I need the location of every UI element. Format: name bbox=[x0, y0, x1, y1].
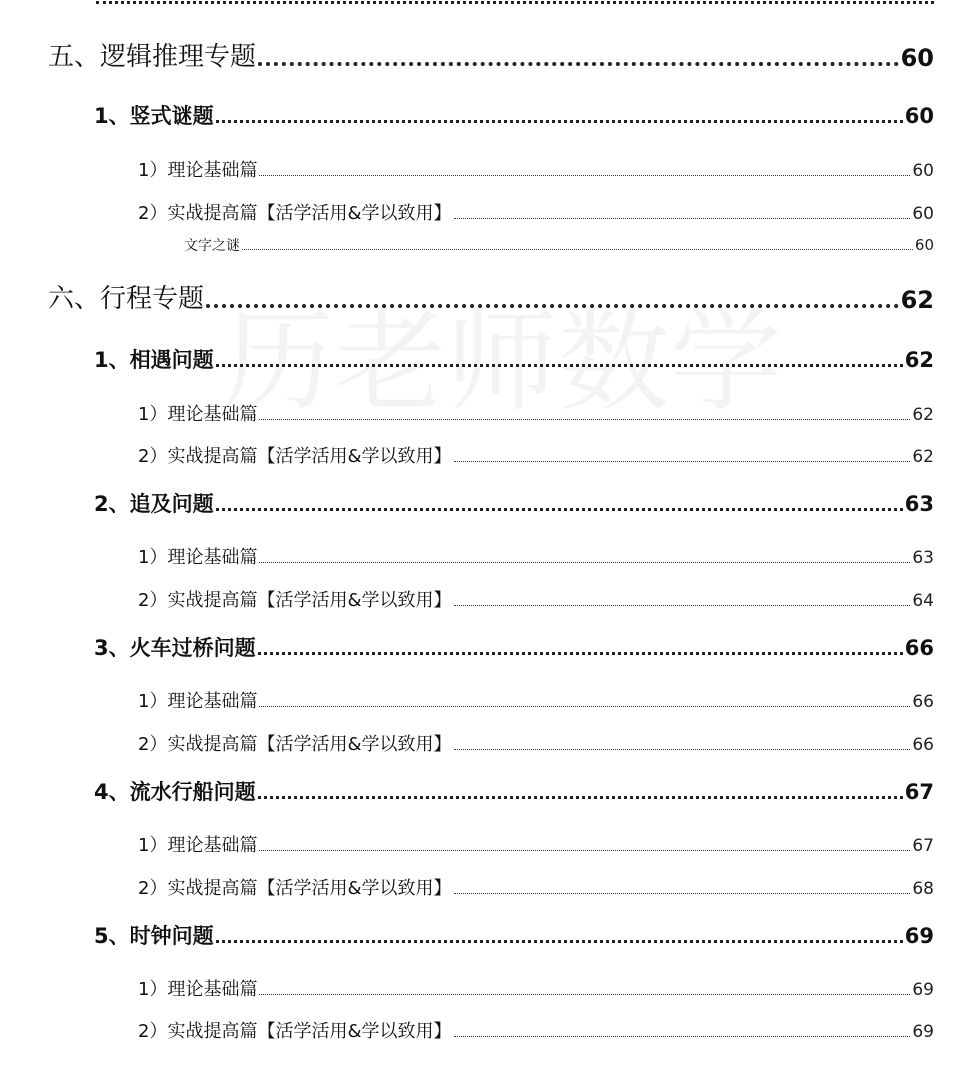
toc-entry-chapter[interactable] bbox=[48, 286, 934, 312]
toc-entry-title: 2）实战提高篇【活学活用&学以致用】 bbox=[138, 878, 452, 899]
toc-entry-title: 文字之谜 bbox=[184, 238, 240, 254]
toc-entry-section[interactable] bbox=[94, 926, 934, 947]
watermark: 历老师数学 bbox=[222, 297, 782, 427]
toc-entry-sub[interactable] bbox=[138, 693, 934, 711]
dot-leader bbox=[258, 796, 903, 799]
toc-entry-sub[interactable] bbox=[138, 592, 934, 610]
toc-entry-section[interactable] bbox=[94, 106, 934, 127]
toc-entry-title: 3、火车过桥问题 bbox=[94, 636, 256, 660]
toc-entry-sub[interactable] bbox=[138, 549, 934, 567]
dot-leader bbox=[216, 364, 903, 367]
toc-entry-title: 4、流水行船问题 bbox=[94, 780, 256, 804]
toc-entry-title: 2）实战提高篇【活学活用&学以致用】 bbox=[138, 590, 452, 611]
dot-leader bbox=[242, 249, 913, 250]
toc-entry-title: 1）理论基础篇 bbox=[138, 404, 258, 425]
toc-entry-page-number: 60 bbox=[912, 161, 934, 181]
dot-leader bbox=[258, 652, 903, 655]
dot-leader bbox=[216, 120, 903, 123]
toc-entry-page-number: 62 bbox=[900, 286, 934, 314]
toc-entry-page-number: 60 bbox=[912, 204, 934, 224]
dot-leader bbox=[206, 304, 899, 308]
toc-entry-page-number: 60 bbox=[914, 236, 934, 254]
dot-leader bbox=[454, 749, 911, 750]
dot-leader bbox=[454, 1036, 911, 1037]
toc-entry-title: 2）实战提高篇【活学活用&学以致用】 bbox=[138, 1021, 452, 1042]
toc-entry-title: 1）理论基础篇 bbox=[138, 691, 258, 712]
dot-leader bbox=[454, 461, 911, 462]
toc-entry-page-number: 62 bbox=[912, 447, 934, 467]
toc-entry-page-number: 66 bbox=[912, 692, 934, 712]
toc-entry-page-number: 69 bbox=[912, 980, 934, 1000]
toc-entry-sub[interactable] bbox=[138, 162, 934, 180]
toc-entry-page-number: 67 bbox=[912, 836, 934, 856]
toc-entry-sub[interactable] bbox=[138, 406, 934, 424]
toc-entry-title: 1）理论基础篇 bbox=[138, 547, 258, 568]
toc-entry-sub[interactable] bbox=[138, 205, 934, 223]
toc-entry-title: 2）实战提高篇【活学活用&学以致用】 bbox=[138, 446, 452, 467]
toc-entry-title: 五、逻辑推理专题 bbox=[48, 42, 257, 72]
toc-entry-page-number: 60 bbox=[900, 44, 934, 72]
toc-entry-page-number: 68 bbox=[912, 879, 934, 899]
toc-entry-minor[interactable] bbox=[184, 238, 934, 253]
toc-entry-page-number: 66 bbox=[912, 735, 934, 755]
toc-entry-page-number: 63 bbox=[912, 548, 934, 568]
toc-entry-section[interactable] bbox=[94, 638, 934, 659]
toc-entry-title: 1、相遇问题 bbox=[94, 348, 214, 372]
toc-entry-page-number: 64 bbox=[912, 591, 934, 611]
toc-entry-sub[interactable] bbox=[138, 880, 934, 898]
dot-leader bbox=[454, 605, 911, 606]
toc-entry-page-number: 69 bbox=[904, 924, 934, 948]
toc-entry-sub[interactable] bbox=[138, 837, 934, 855]
dot-leader bbox=[259, 562, 910, 563]
dot-leader bbox=[216, 508, 903, 511]
toc-entry-sub[interactable] bbox=[138, 448, 934, 466]
dot-leader bbox=[454, 893, 911, 894]
toc-entry-title: 六、行程专题 bbox=[48, 284, 205, 314]
dot-leader bbox=[259, 175, 910, 176]
toc-entry-title: 5、时钟问题 bbox=[94, 924, 214, 948]
dot-leader bbox=[216, 940, 903, 943]
toc-entry-sub[interactable] bbox=[138, 736, 934, 754]
toc-entry-sub[interactable] bbox=[138, 981, 934, 999]
toc-entry-page-number: 62 bbox=[904, 348, 934, 372]
toc-entry-title: 1）理论基础篇 bbox=[138, 835, 258, 856]
toc-entry-title: 2）实战提高篇【活学活用&学以致用】 bbox=[138, 203, 452, 224]
toc-entry-sub[interactable] bbox=[138, 1023, 934, 1041]
dot-leader bbox=[259, 706, 910, 707]
dot-leader bbox=[259, 994, 910, 995]
toc-entry-page-number: 69 bbox=[912, 1022, 934, 1042]
toc-entry-title: 1）理论基础篇 bbox=[138, 160, 258, 181]
toc-entry-page-number: 62 bbox=[912, 405, 934, 425]
toc-entry-section[interactable] bbox=[94, 782, 934, 803]
toc-entry-page-number: 63 bbox=[904, 492, 934, 516]
toc-entry-chapter[interactable] bbox=[48, 44, 934, 70]
dot-leader bbox=[259, 850, 910, 851]
toc-entry-section[interactable] bbox=[94, 350, 934, 371]
toc-entry-page-number: 66 bbox=[904, 636, 934, 660]
dot-leader bbox=[454, 218, 911, 219]
toc-entry-page-number: 60 bbox=[904, 104, 934, 128]
toc-entry-section[interactable] bbox=[94, 494, 934, 515]
toc-entry-page-number: 67 bbox=[904, 780, 934, 804]
dot-leader bbox=[259, 419, 910, 420]
toc-entry-title: 1、竖式谜题 bbox=[94, 104, 214, 128]
dot-leader bbox=[258, 62, 899, 66]
toc-entry-title: 1）理论基础篇 bbox=[138, 979, 258, 1000]
toc-entry-title: 2）实战提高篇【活学活用&学以致用】 bbox=[138, 734, 452, 755]
toc-entry-title: 2、追及问题 bbox=[94, 492, 214, 516]
